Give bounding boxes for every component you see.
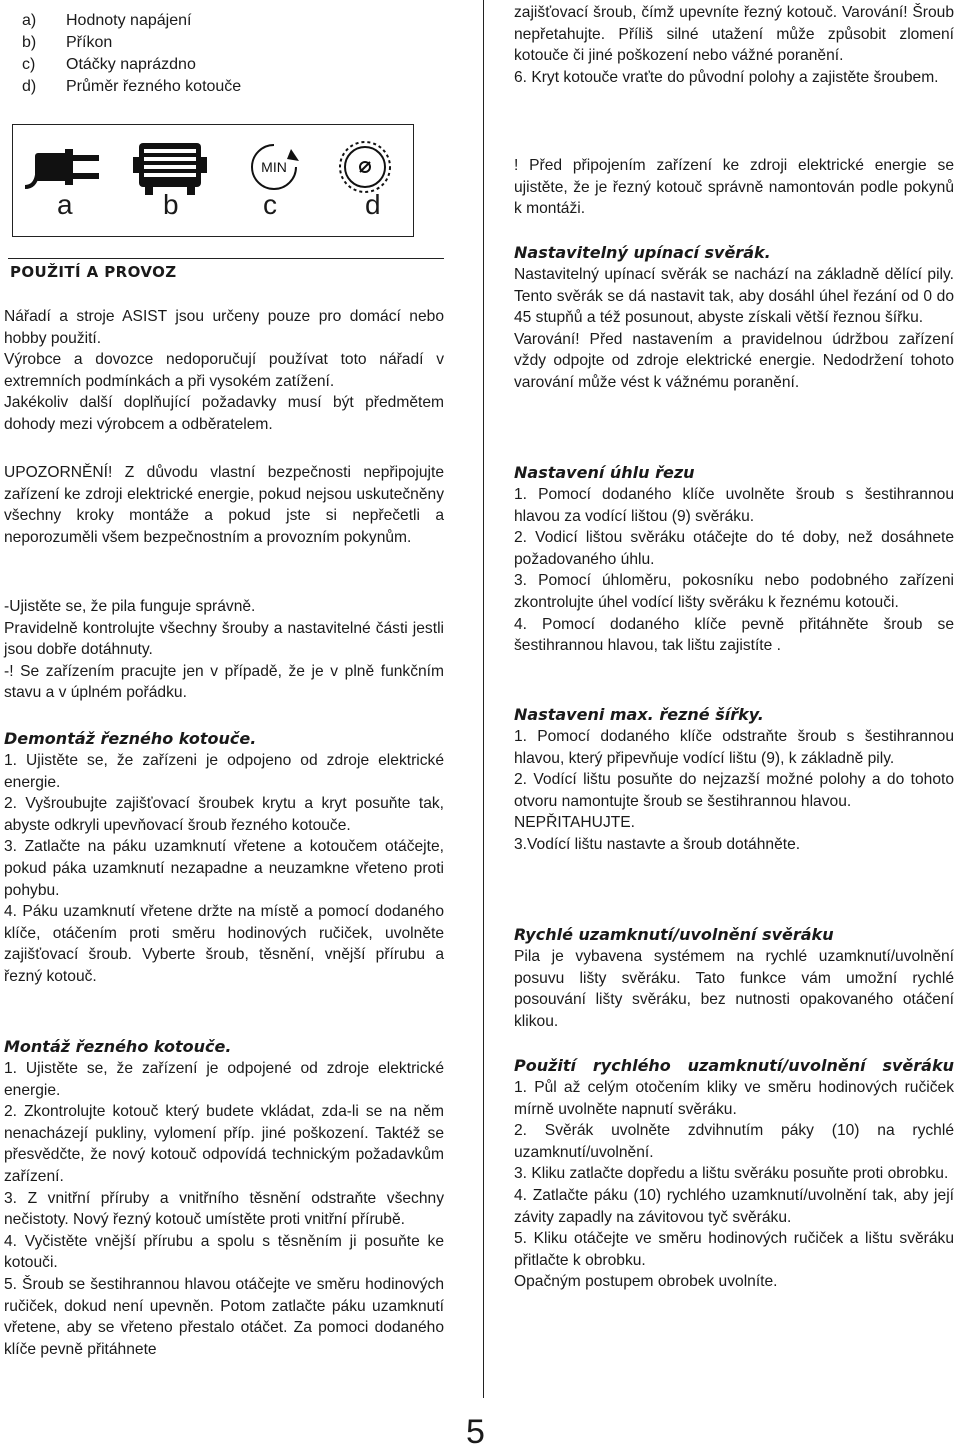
demontaz-section: Demontáž řezného kotouče. 1. Ujistěte se, že zařízeni je odpojeno od zdroje elektrické energie. 2. Vyšroubujte zajišťovací šroubek krytu a kryt posuňte tak, abyste odkryli upevňovací šroub řezného kotouče. 3. Zatlačte na páku uzamknutí vřetene a kotoučem otáčejte, pokud páka uzamknutí nezapadne a neuzamkne vřeteno proti pohybu. 4. Páku uzamknutí vřetene držte na místě a pomocí dodaného klíče, otáčením proti směru hodinových ručiček, uvolněte zajišťovací šroub. Vyberte šroub, těsnění, vnější přírubu a řezný kotouč.	[4, 729, 444, 985]
mounting-note: ! Před připojením zařízení ke zdroji elektrické energie se ujistěte, že je řezný kotouč správně namontován podle pokynů k montáži.	[514, 157, 954, 218]
width-title: Nastaveni max. řezné šířky.	[514, 705, 764, 724]
icon-label-a: a	[57, 189, 73, 220]
legend-list	[22, 10, 241, 98]
quick-lock-section: Rychlé uzamknutí/uvolnění svěráku Pila je vybavena systémem na rychlé uzamknutí/uvolnění posuvu lišty svěráku. Tato funkce vám umožní rychlé posouvání lišty svěráku, bez nutnosti opakovaného otáčení klikou.	[514, 925, 954, 1030]
quick-lock-usage-section: Použití rychlého uzamknutí/uvolnění svěráku 1. Půl až celým otočením kliky ve směru hodinových ručiček mírně uvolněte napnutí svěráku. 2. Svěrák uvolněte zdvihnutím páky (10) na rychlé uzamknutí/uvolnění. 3. Kliku zatlačte dopředu a lištu svěráku posuňte proti obrobku. 4. Zatlačte páku (10) rychlého uzamknutí/uvolnění tak, aby její závity zapadly na závitovou tyč svěráku. 5. Kliku otáčejte ve směru hodinových ručiček a lištu svěráku přitlačte k obrobku. Opačným postupem obrobek uvolníte.	[514, 1056, 954, 1291]
legend-item: a) Hodnoty napájení	[22, 12, 192, 29]
legend-item: b) Příkon	[22, 34, 113, 51]
angle-section: Nastavení úhlu řezu 1. Pomocí dodaného klíče uvolněte šroub s šestihrannou hlavou za vodící lištou (9) svěráku. 2. Vodicí lištou svěráku otáčejte do té doby, než dosáhnete požadovaného úhlu. 3. Pomocí úhloměru, pokosníku nebo podobného zařízeni zkontrolujte úhel vodící lišty svěráku k řeznému kotouči. 4. Pomocí dodaného klíče pevně přitáhněte šroub se šestihrannou hlavou, tak lištu zajistíte .	[514, 463, 954, 655]
legend-item: c) Otáčky naprázdno	[22, 56, 196, 73]
section-heading: POUŽITÍ A PROVOZ	[4, 260, 444, 284]
icon-label-c: c	[263, 189, 277, 220]
min-label: MIN	[261, 159, 287, 175]
page-number: 5	[466, 1413, 485, 1451]
rating-icons-panel	[12, 124, 414, 237]
quick-lock-usage-title: Použití rychlého uzamknutí/uvolnění svěráku	[514, 1056, 954, 1075]
column-divider	[483, 0, 484, 1398]
power-plug-icon	[23, 139, 107, 195]
width-section: Nastaveni max. řezné šířky. 1. Pomocí dodaného klíče odstraňte šroub s šestihrannou hlavou, který připevňuje vodící lištu (9), k základně pily. 2. Vodící lištu posuňte do nejzazší možné polohy a do tohoto otvoru namontujte šroub se šestihrannou hlavou. NEPŘITAHUJTE. 3.Vodící lištu nastavte a šroub dotáhněte.	[514, 705, 954, 853]
icon-label-d: d	[365, 189, 381, 220]
angle-title: Nastavení úhlu řezu	[514, 463, 695, 482]
legend-item: d) Průměr řezného kotouče	[22, 78, 242, 95]
vice-title: Nastavitelný upínací svěrák.	[514, 243, 771, 262]
intro-text: Nářadí a stroje ASIST jsou určeny pouze pro domácí nebo hobby použití. Výrobce a dovozce nedoporučují používat toto nářadí v extremních podmínkách a při vysokém zatížení. Jakékoliv další doplňující požadavky musí být předmětem dohody mezi výrobcem a odběratelem.	[4, 308, 444, 433]
vice-section: Nastavitelný upínací svěrák. Nastavitelný upínací svěrák se nachází na základně dělící pily. Tento svěrák se dá nastavit tak, aby dosáhl úhel řezání od 0 do 45 stupňů a též posunout, abyste získali větší řeznou šířku. Varování! Před nastavením a pravidelnou údržbou zařízení vždy odpojte od zdroje elektrické energie. Nedodržení tohoto varování může vést k vážnému poranění.	[514, 243, 954, 391]
warning-text: UPOZORNĚNÍ! Z důvodu vlastní bezpečnosti nepřipojujte zařízení ke zdroji elektrické energie, pokud nejsou uskutečněny všechny kroky montáže a pokud jste si nepřečetli a neporozuměli všem bezpečnostním a provozním pokynům.	[4, 464, 444, 546]
montaz-section: Montáž řezného kotouče. 1. Ujistěte se, že zařízení je odpojené od zdroje elektrické energie. 2. Zkontrolujte kotouč který budete vkládat, zda-li se na něm nenacházejí pukliny, vylomení příp. jiné poškození. Taktéž se přesvědčte, že nový kotouč odpovídá technickým požadavkům zařízení. 3. Z vnitřní příruby a vnitřního těsnění odstraňte všechny nečistoty. Nový řezný kotouč umístěte proti vnitřní přírubě. 4. Vyčistěte vnější přírubu a spolu s těsněním ji posuňte ke kotouči. 5. Šroub se šestihrannou hlavou otáčejte ve směru hodinových ručiček, dokud není upevněn. Potom zatlačte páku uzamknutí vřetene, aby se vřeteno přestalo otáčet. Za pomoci dodaného klíče pevně přitáhnete	[4, 1037, 444, 1358]
montaz-continued: zajišťovací šroub, čímž upevníte řezný kotouč. Varování! Šroub nepřetahujte. Příliš silné utažení může způsobit zlomení kotouče či jiné poškození nebo vážné poranění. 6. Kryt kotouče vraťte do původní polohy a zajistěte šroubem.	[514, 4, 954, 86]
quick-lock-title: Rychlé uzamknutí/uvolnění svěráku	[514, 925, 834, 944]
icon-label-b: b	[163, 189, 179, 220]
demontaz-title: Demontáž řezného kotouče.	[4, 729, 257, 748]
montaz-title: Montáž řezného kotouče.	[4, 1037, 232, 1056]
checks-text: -Ujistěte se, že pila funguje správně. Pravidelně kontrolujte všechny šrouby a nastavitelné části jestli jsou dobře dotáhnuty. -! Se zařízením pracujte jen v případě, že je v plně funkčním stavu a v úplném pořádku.	[4, 598, 444, 702]
